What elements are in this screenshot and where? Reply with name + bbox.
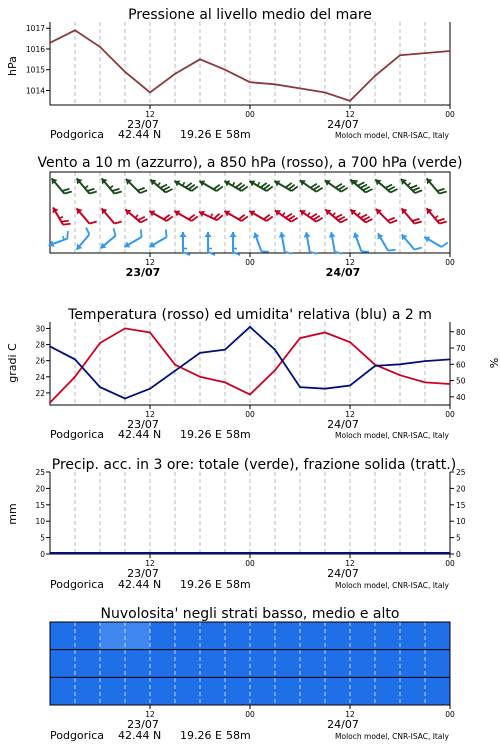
y-tick-label-right: 0 [456, 550, 461, 559]
y-tick-label-right: 40 [456, 393, 466, 402]
y-tick-label: 20 [35, 484, 45, 493]
y-tick-label: 1014 [26, 86, 45, 95]
y-tick-label-right: 15 [456, 501, 466, 510]
y-tick-label: 28 [35, 341, 45, 350]
pressure-line-point [274, 83, 276, 85]
wind-barb-feather [388, 187, 395, 190]
x-tick-label: 12 [145, 410, 155, 419]
humidity-line-point [374, 365, 376, 367]
wind-barb-half-feather [408, 183, 411, 186]
location-lon: 19.26 E [180, 578, 222, 591]
humidity-line-point [399, 363, 401, 365]
wind-barb-feather [410, 185, 417, 188]
location-name: Podgorica [50, 128, 104, 141]
x-date-label: 23/07 [127, 118, 159, 131]
cloud-cell [425, 677, 450, 705]
humidity-line-point [349, 385, 351, 387]
x-date-label: 24/07 [327, 418, 359, 431]
pressure-line-point [374, 75, 376, 77]
wind-barb-feather [141, 229, 142, 237]
location-lat: 42.44 N [118, 428, 161, 441]
location-lon: 19.26 E [180, 729, 222, 742]
y-tick-label: 15 [35, 501, 45, 510]
x-date-label: 24/07 [327, 567, 359, 580]
wind-barb-feather [414, 221, 421, 223]
y-tick-label: 10 [35, 517, 45, 526]
pressure-chart [0, 0, 500, 150]
location-alt: 58m [226, 578, 251, 591]
pressure-line-point [149, 92, 151, 94]
wind-barb-feather [415, 190, 422, 193]
location-alt: 58m [226, 729, 251, 742]
humidity-line-point [124, 398, 126, 400]
x-date-label: 24/07 [326, 266, 361, 279]
pressure-line-point [249, 81, 251, 83]
x-tick-label: 00 [445, 258, 455, 267]
wind-barb-arrow [205, 232, 212, 237]
humidity-line-point [274, 349, 276, 351]
temperature-line-point [149, 332, 151, 334]
wind-barb-feather [390, 220, 397, 223]
x-tick-label: 12 [345, 710, 355, 719]
pressure-panel [0, 0, 500, 150]
humidity-line-point [49, 346, 51, 348]
x-tick-label: 12 [345, 559, 355, 568]
cloud-cell [350, 650, 375, 678]
temperature-line-point [99, 342, 101, 344]
cloud-cell [300, 650, 325, 678]
x-tick-label: 12 [145, 110, 155, 119]
pressure-line-point [49, 42, 51, 44]
y-tick-label: 22 [35, 389, 45, 398]
humidity-line-point [199, 352, 201, 354]
pressure-title: Pressione al livello medio del mare [128, 7, 372, 23]
cloud-cell [175, 650, 200, 678]
humidity-line-point [324, 388, 326, 390]
temperature-line-point [449, 383, 451, 385]
wind-barb-feather [437, 189, 444, 191]
cloud-cell [200, 677, 225, 705]
humidity-line-point [149, 388, 151, 390]
x-date-label: 23/07 [127, 718, 159, 731]
cloud-cell [200, 650, 225, 678]
wind-barb-feather [61, 221, 69, 222]
location-lat: 42.44 N [118, 128, 161, 141]
wind-barb-feather [360, 184, 367, 187]
cloud-cell [275, 677, 300, 705]
precip-panel [0, 450, 500, 600]
y-tick-label-right: 5 [456, 534, 461, 543]
cloud-cell [250, 650, 275, 678]
cloud-cell [150, 677, 175, 705]
x-tick-label: 12 [345, 258, 355, 267]
wind-barb-feather [442, 242, 448, 247]
x-tick-label: 00 [245, 258, 255, 267]
x-date-label: 24/07 [327, 118, 359, 131]
y-tick-label: 1015 [26, 66, 45, 75]
cloud-panel [0, 600, 500, 750]
wind-barb-feather [160, 184, 167, 187]
model-credit: Moloch model, CNR-ISAC, Italy [335, 431, 450, 440]
temperature-line-point [74, 376, 76, 378]
temperature-line-point [249, 394, 251, 396]
temperature-line-point [424, 382, 426, 384]
y-tick-label: 25 [35, 468, 45, 477]
cloud-cell [125, 677, 150, 705]
plot-frame [50, 472, 450, 554]
wind-barb-half-feather [233, 182, 235, 185]
precip-chart [0, 450, 500, 600]
y-tick-label: 5 [40, 534, 45, 543]
pressure-ylabel: hPa [6, 56, 19, 76]
cloud-cell [400, 677, 425, 705]
location-alt: 58m [226, 428, 251, 441]
location-lon: 19.26 E [180, 128, 222, 141]
cloud-cell [100, 650, 125, 678]
cloud-cell [175, 622, 200, 650]
humidity-line-point [249, 326, 251, 328]
wind-barb-half-feather [211, 214, 213, 218]
precip-ylabel: mm [6, 503, 19, 524]
temperature-panel [0, 300, 500, 450]
x-tick-label: 00 [445, 110, 455, 119]
cloud-cell [75, 650, 100, 678]
cloud-cell [375, 677, 400, 705]
wind-barb-feather [363, 187, 370, 190]
humidity-line-point [99, 386, 101, 388]
wind-barb-arrow [180, 232, 187, 237]
temperature-line-point [274, 369, 276, 371]
x-tick-label: 12 [145, 710, 155, 719]
location-name: Podgorica [50, 578, 104, 591]
wind-barb-half-feather [85, 186, 88, 189]
wind-barb-feather [166, 229, 167, 237]
wind-barb-arrow [230, 232, 237, 237]
x-tick-label: 00 [245, 410, 255, 419]
pressure-line-point [224, 69, 226, 71]
wind-barb-half-feather [135, 215, 138, 218]
temperature-title: Temperatura (rosso) ed umidita' relativa (blu) a 2 m [67, 307, 432, 323]
wind-barb-feather [358, 182, 365, 185]
wind-barb-feather [366, 189, 373, 192]
x-tick-label: 00 [445, 710, 455, 719]
cloud-chart [0, 600, 500, 750]
model-credit: Moloch model, CNR-ISAC, Italy [335, 131, 450, 140]
temperature-line-point [324, 332, 326, 334]
cloud-cell [350, 622, 375, 650]
y-tick-label-right: 60 [456, 360, 466, 369]
temperature-line-point [174, 364, 176, 366]
cloud-title: Nuvolosita' negli strati basso, medio e alto [101, 606, 400, 622]
humidity-line-point [174, 370, 176, 372]
wind-barb-half-feather [183, 182, 185, 185]
cloud-cell [125, 650, 150, 678]
temperature-line-point [299, 337, 301, 339]
humidity-line-point [224, 349, 226, 351]
model-credit: Moloch model, CNR-ISAC, Italy [335, 732, 450, 741]
cloud-cell [425, 622, 450, 650]
humidity-line-point [449, 359, 451, 361]
wind-barb-feather [412, 219, 419, 221]
pressure-line-point [299, 88, 301, 90]
cloud-cell [175, 677, 200, 705]
wind-barb-feather [335, 214, 342, 217]
pressure-line-point [424, 52, 426, 54]
wind-barb-half-feather [358, 213, 361, 216]
wind-barb-half-feather [333, 213, 336, 216]
x-tick-label: 12 [145, 559, 155, 568]
temperature-line-point [49, 402, 51, 404]
wind-barb-feather [437, 219, 444, 221]
cloud-cell [75, 622, 100, 650]
wind-panel [0, 150, 500, 300]
x-tick-label: 00 [245, 110, 255, 119]
pressure-line-point [449, 50, 451, 52]
pressure-line-point [99, 46, 101, 48]
wind-barb-feather [87, 189, 94, 191]
x-date-label: 24/07 [327, 718, 359, 731]
cloud-cell [325, 677, 350, 705]
cloud-cell [200, 622, 225, 650]
location-lon: 19.26 E [180, 428, 222, 441]
temperature-line-point [349, 341, 351, 343]
location-name: Podgorica [50, 428, 104, 441]
wind-barb-feather [89, 191, 96, 193]
wind-title: Vento a 10 m (azzurro), a 850 hPa (rosso), a 700 hPa (verde) [37, 155, 462, 171]
cloud-cell [425, 650, 450, 678]
wind-chart [0, 150, 500, 300]
temperature-line-point [199, 376, 201, 378]
y-tick-label: 30 [35, 324, 45, 333]
wind-barb-feather [388, 250, 396, 251]
y-tick-label: 26 [35, 357, 45, 366]
temperature-chart [0, 300, 500, 450]
location-name: Podgorica [50, 729, 104, 742]
location-alt: 58m [226, 128, 251, 141]
humidity-line-point [299, 386, 301, 388]
cloud-cell [50, 677, 75, 705]
cloud-cell [125, 622, 150, 650]
cloud-cell [100, 622, 125, 650]
cloud-cell [375, 622, 400, 650]
precip-title: Precip. acc. in 3 ore: totale (verde), frazione solida (tratt.) [52, 457, 456, 473]
cloud-cell [150, 650, 175, 678]
humidity-line-point [424, 360, 426, 362]
pressure-line-point [349, 100, 351, 102]
wind-barb-feather [114, 221, 121, 223]
cloud-cell [225, 650, 250, 678]
wind-barb-half-feather [435, 216, 438, 219]
wind-barb-feather [166, 189, 173, 192]
y-tick-label: 1017 [26, 24, 45, 33]
cloud-cell [275, 650, 300, 678]
wind-barb-feather [388, 218, 395, 221]
pressure-line-point [124, 71, 126, 73]
x-date-label: 23/07 [127, 418, 159, 431]
x-tick-label: 00 [245, 710, 255, 719]
location-lat: 42.44 N [118, 729, 161, 742]
wind-barb-feather [112, 189, 119, 191]
wind-barb-feather [163, 187, 170, 190]
pressure-line-point [324, 92, 326, 94]
y-tick-label-right: 80 [456, 328, 466, 337]
wind-barb-feather [140, 190, 147, 193]
cloud-cell [225, 677, 250, 705]
y-tick-label: 1016 [26, 45, 45, 54]
cloud-cell [50, 622, 75, 650]
x-date-label: 23/07 [126, 266, 161, 279]
y-tick-label-right: 70 [456, 344, 466, 353]
wind-barb-half-feather [258, 182, 260, 185]
cloud-cell [75, 677, 100, 705]
wind-barb-feather [341, 219, 348, 222]
cloud-cell [250, 622, 275, 650]
humidity-ylabel: % [487, 358, 500, 368]
cloud-cell [275, 622, 300, 650]
pressure-line-point [174, 73, 176, 75]
model-credit: Moloch model, CNR-ISAC, Italy [335, 581, 450, 590]
wind-barb-feather [141, 219, 148, 222]
y-tick-label-right: 50 [456, 377, 466, 386]
wind-barb-feather [114, 191, 121, 193]
wind-barb-half-feather [283, 212, 285, 215]
wind-barb-feather [413, 188, 420, 191]
wind-barb-feather [86, 228, 89, 235]
y-tick-label: 24 [35, 373, 45, 382]
location-lat: 42.44 N [118, 578, 161, 591]
wind-barb-feather [113, 228, 115, 235]
pressure-line-point [74, 29, 76, 31]
temperature-line-point [399, 374, 401, 376]
y-tick-label-right: 25 [456, 468, 466, 477]
wind-barb-feather [64, 191, 71, 193]
wind-barb-feather [138, 188, 145, 191]
x-tick-label: 00 [445, 559, 455, 568]
wind-barb-feather [391, 189, 398, 192]
x-tick-label: 12 [345, 410, 355, 419]
temperature-line-point [224, 382, 226, 384]
x-tick-label: 00 [245, 559, 255, 568]
cloud-cell [375, 650, 400, 678]
cloud-cell [300, 677, 325, 705]
wind-barb-feather [366, 219, 373, 222]
cloud-cell [325, 622, 350, 650]
wind-barb-feather [63, 224, 71, 225]
y-tick-label: 0 [40, 550, 45, 559]
cloud-cell [400, 622, 425, 650]
cloud-cell [50, 650, 75, 678]
wind-barb-feather [363, 217, 370, 220]
wind-barb-feather [385, 184, 392, 187]
cloud-cell [225, 622, 250, 650]
temperature-ylabel: gradi C [6, 343, 19, 383]
cloud-cell [400, 650, 425, 678]
wind-barb-half-feather [308, 212, 310, 215]
wind-barb-half-feather [60, 217, 63, 219]
cloud-cell [250, 677, 275, 705]
wind-barb-half-feather [110, 186, 113, 189]
wind-barb-feather [338, 217, 345, 220]
y-tick-label-right: 20 [456, 484, 466, 493]
cloud-cell [100, 677, 125, 705]
cloud-cell [150, 622, 175, 650]
wind-barb-feather [89, 221, 96, 223]
x-tick-label: 12 [145, 258, 155, 267]
wind-barb-feather [439, 221, 446, 223]
cloud-cell [300, 622, 325, 650]
x-tick-label: 00 [445, 410, 455, 419]
wind-barb-half-feather [158, 183, 161, 186]
wind-barb-feather [360, 214, 367, 217]
wind-barb-feather [414, 247, 421, 249]
cloud-cell [325, 650, 350, 678]
temperature-line-point [124, 328, 126, 330]
wind-barb-feather [439, 191, 446, 193]
cloud-cell [350, 677, 375, 705]
humidity-line-point [74, 359, 76, 361]
pressure-line-point [399, 54, 401, 56]
x-tick-label: 12 [345, 110, 355, 119]
wind-barb-feather [138, 217, 145, 220]
wind-barb-feather [62, 189, 69, 191]
y-tick-label-right: 10 [456, 517, 466, 526]
x-date-label: 23/07 [127, 567, 159, 580]
pressure-line-point [199, 58, 201, 60]
